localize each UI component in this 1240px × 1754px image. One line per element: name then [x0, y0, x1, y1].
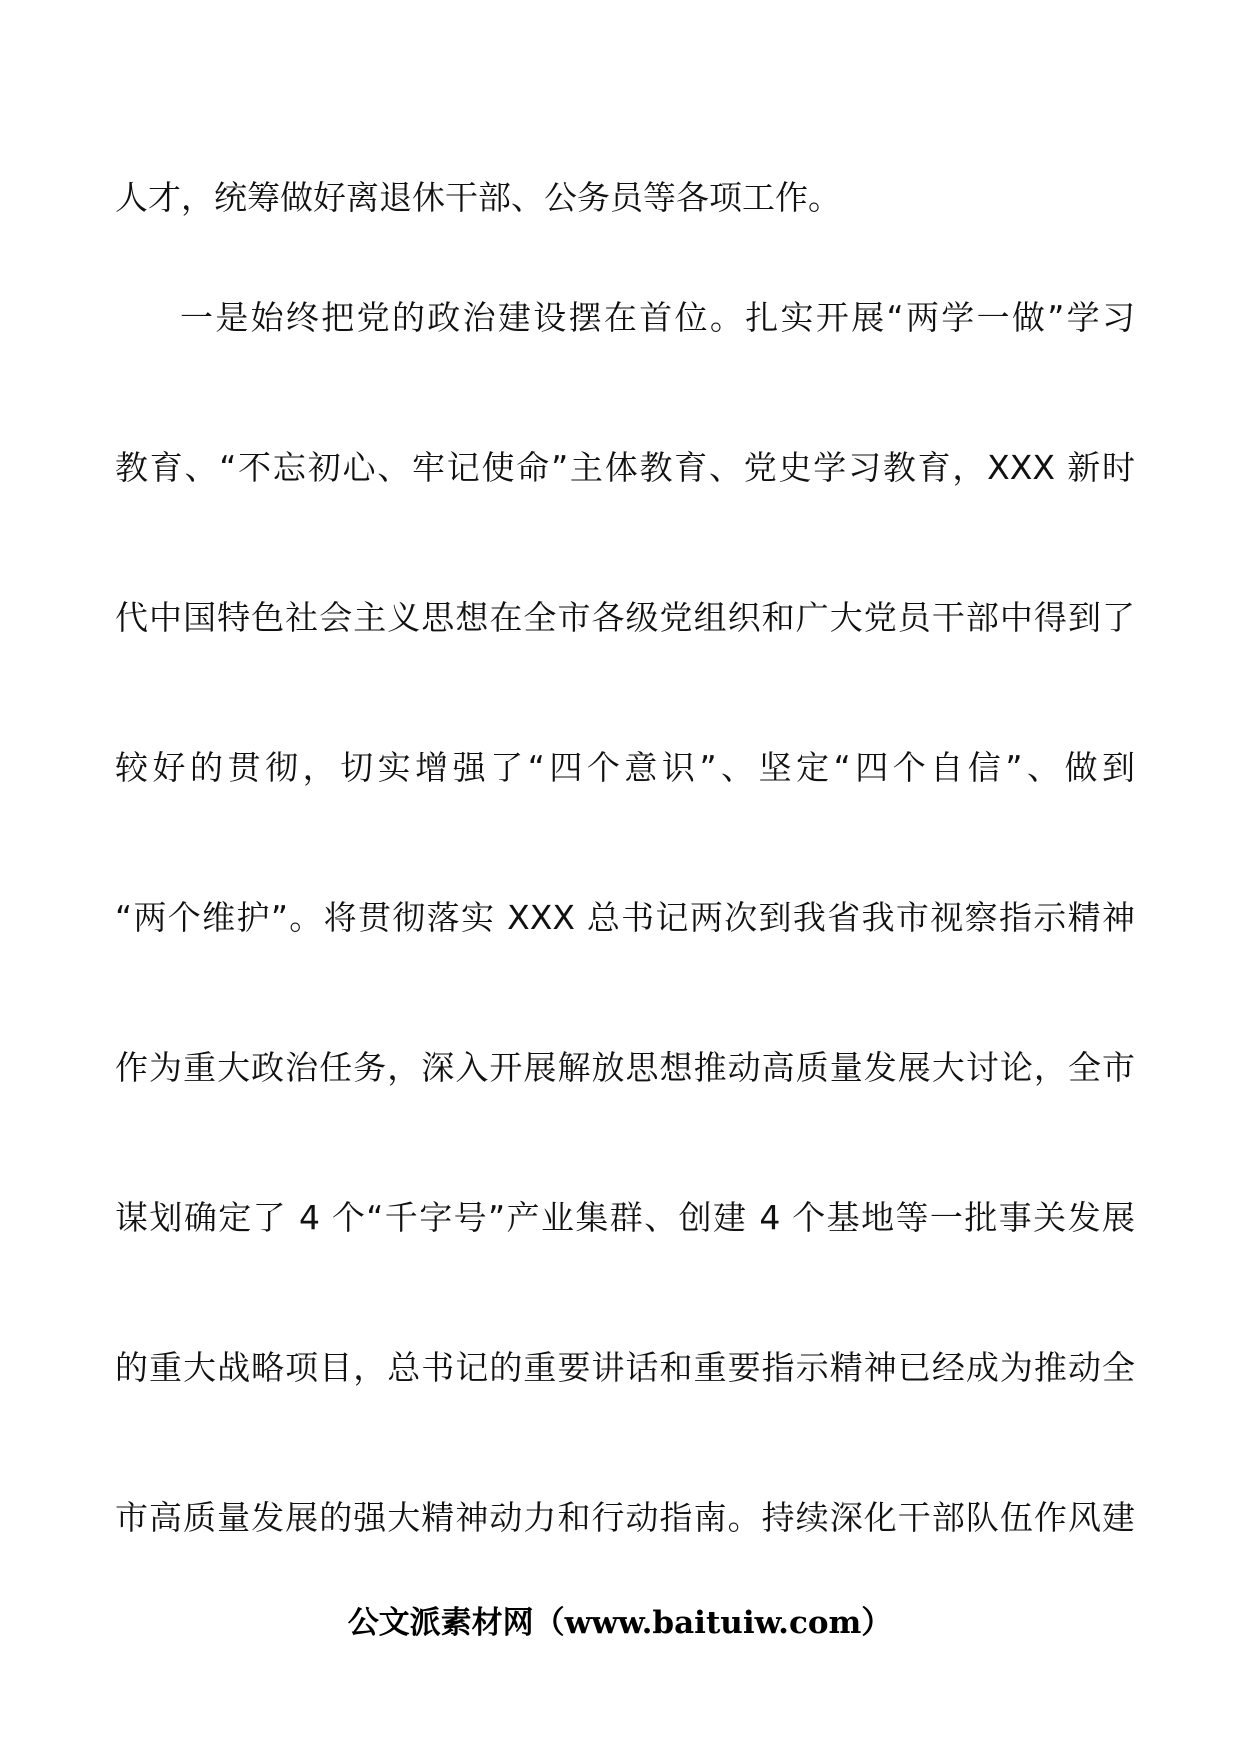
footer-watermark: 公文派素材网（www.baituiw.com） — [347, 1605, 893, 1641]
paragraph-line: 作为重大政治任务，深入开展解放思想推动高质量发展大讨论，全市 — [115, 1048, 1135, 1087]
paragraph-line: 较好的贯彻，切实增强了“四个意识”、坚定“四个自信”、做到 — [115, 748, 1135, 787]
paragraph-line: 一是始终把党的政治建设摆在首位。扎实开展“两学一做”学习 — [180, 298, 1135, 337]
paragraph-line: 代中国特色社会主义思想在全市各级党组织和广大党员干部中得到了 — [115, 598, 1135, 637]
paragraph-line: 的重大战略项目，总书记的重要讲话和重要指示精神已经成为推动全 — [115, 1348, 1135, 1387]
paragraph-line: 教育、“不忘初心、牢记使命”主体教育、党史学习教育，XXX 新时 — [115, 448, 1135, 487]
paragraph-line: “两个维护”。将贯彻落实 XXX 总书记两次到我省我市视察指示精神 — [115, 898, 1135, 937]
paragraph-line: 人才，统筹做好离退休干部、公务员等各项工作。 — [115, 178, 841, 217]
paragraph-line: 市高质量发展的强大精神动力和行动指南。持续深化干部队伍作风建 — [115, 1498, 1135, 1537]
paragraph-line: 谋划确定了 4 个“千字号”产业集群、创建 4 个基地等一批事关发展 — [115, 1198, 1135, 1237]
